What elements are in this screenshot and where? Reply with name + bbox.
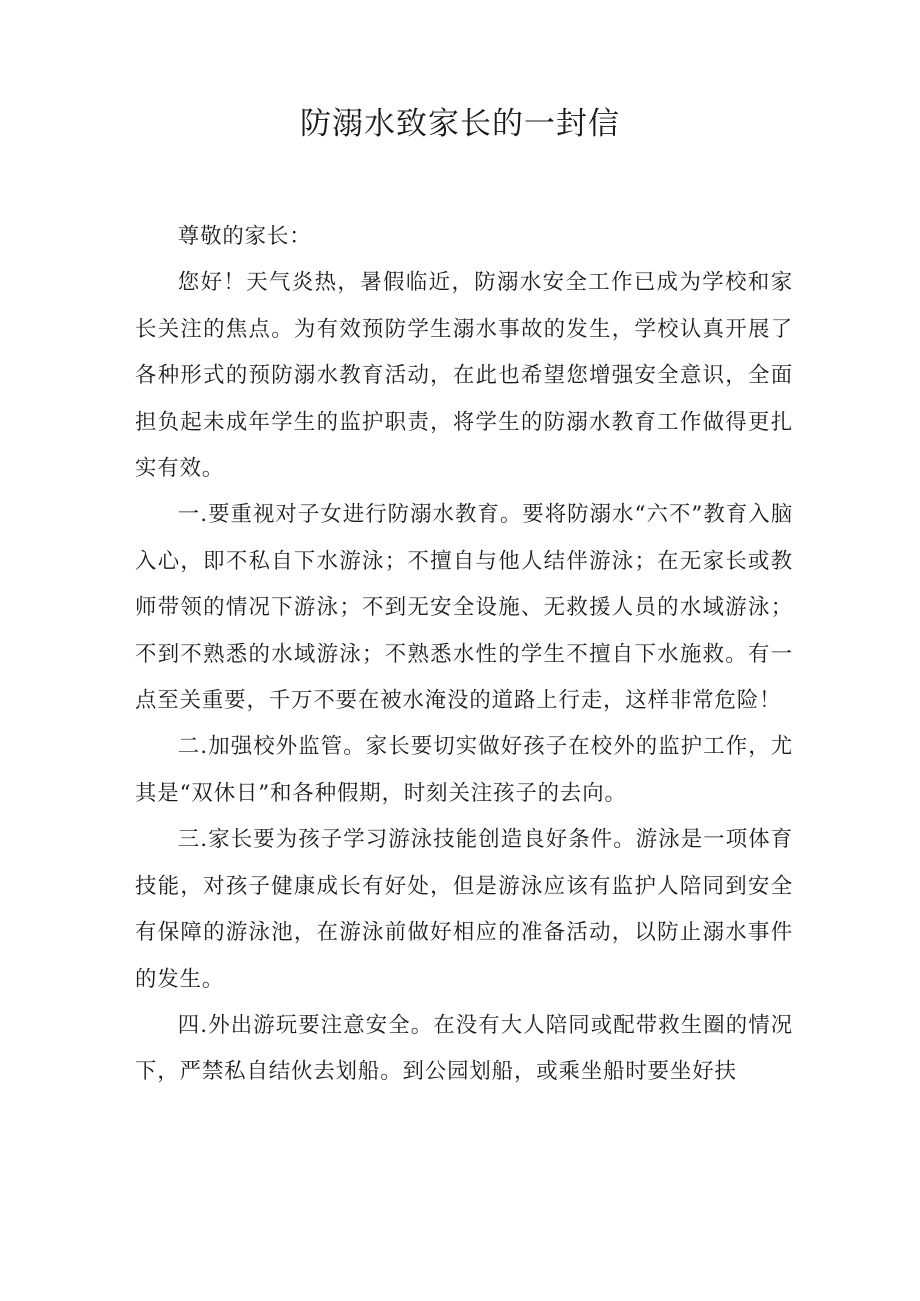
letter-body xyxy=(135,214,793,1096)
document-title: 防溺水致家长的一封信 xyxy=(300,106,620,142)
paragraph-point-1: 一.要重视对子女进行防溺水教育。要将防溺水“六不”教育入脑入心，即不私自下水游泳；不擅自与他人结伴游泳；在无家长或教师带领的情况下游泳；不到无安全设施、无救援人员的水域游泳；不到不熟悉的水域游泳；不熟悉水性的学生不擅自下水施救。有一点至关重要，千万不要在被水淹没的道路上行走，这样非常危险！ xyxy=(135,502,793,714)
paragraph-point-4: 四.外出游玩要注意安全。在没有大人陪同或配带救生圈的情况下，严禁私自结伙去划船。到公园划船，或乘坐船时要坐好扶 xyxy=(135,1012,793,1085)
salutation: 尊敬的家长： xyxy=(177,224,312,249)
paragraph-point-3: 三.家长要为孩子学习游泳技能创造良好条件。游泳是一项体育技能，对孩子健康成长有好处，但是游泳应该有监护人陪同到安全有保障的游泳池，在游泳前做好相应的准备活动，以防止溺水事件的发生。 xyxy=(135,827,793,992)
paragraph-greeting: 您好！天气炎热，暑假临近，防溺水安全工作已成为学校和家长关注的焦点。为有效预防学生溺水事故的发生，学校认真开展了各种形式的预防溺水教育活动，在此也希望您增强安全意识，全面担负起未成年学生的监护职责，将学生的防溺水教育工作做得更扎实有效。 xyxy=(135,270,793,482)
paragraph-point-2: 二.加强校外监管。家长要切实做好孩子在校外的监护工作，尤其是“双休日”和各种假期，时刻关注孩子的去向。 xyxy=(135,734,793,806)
